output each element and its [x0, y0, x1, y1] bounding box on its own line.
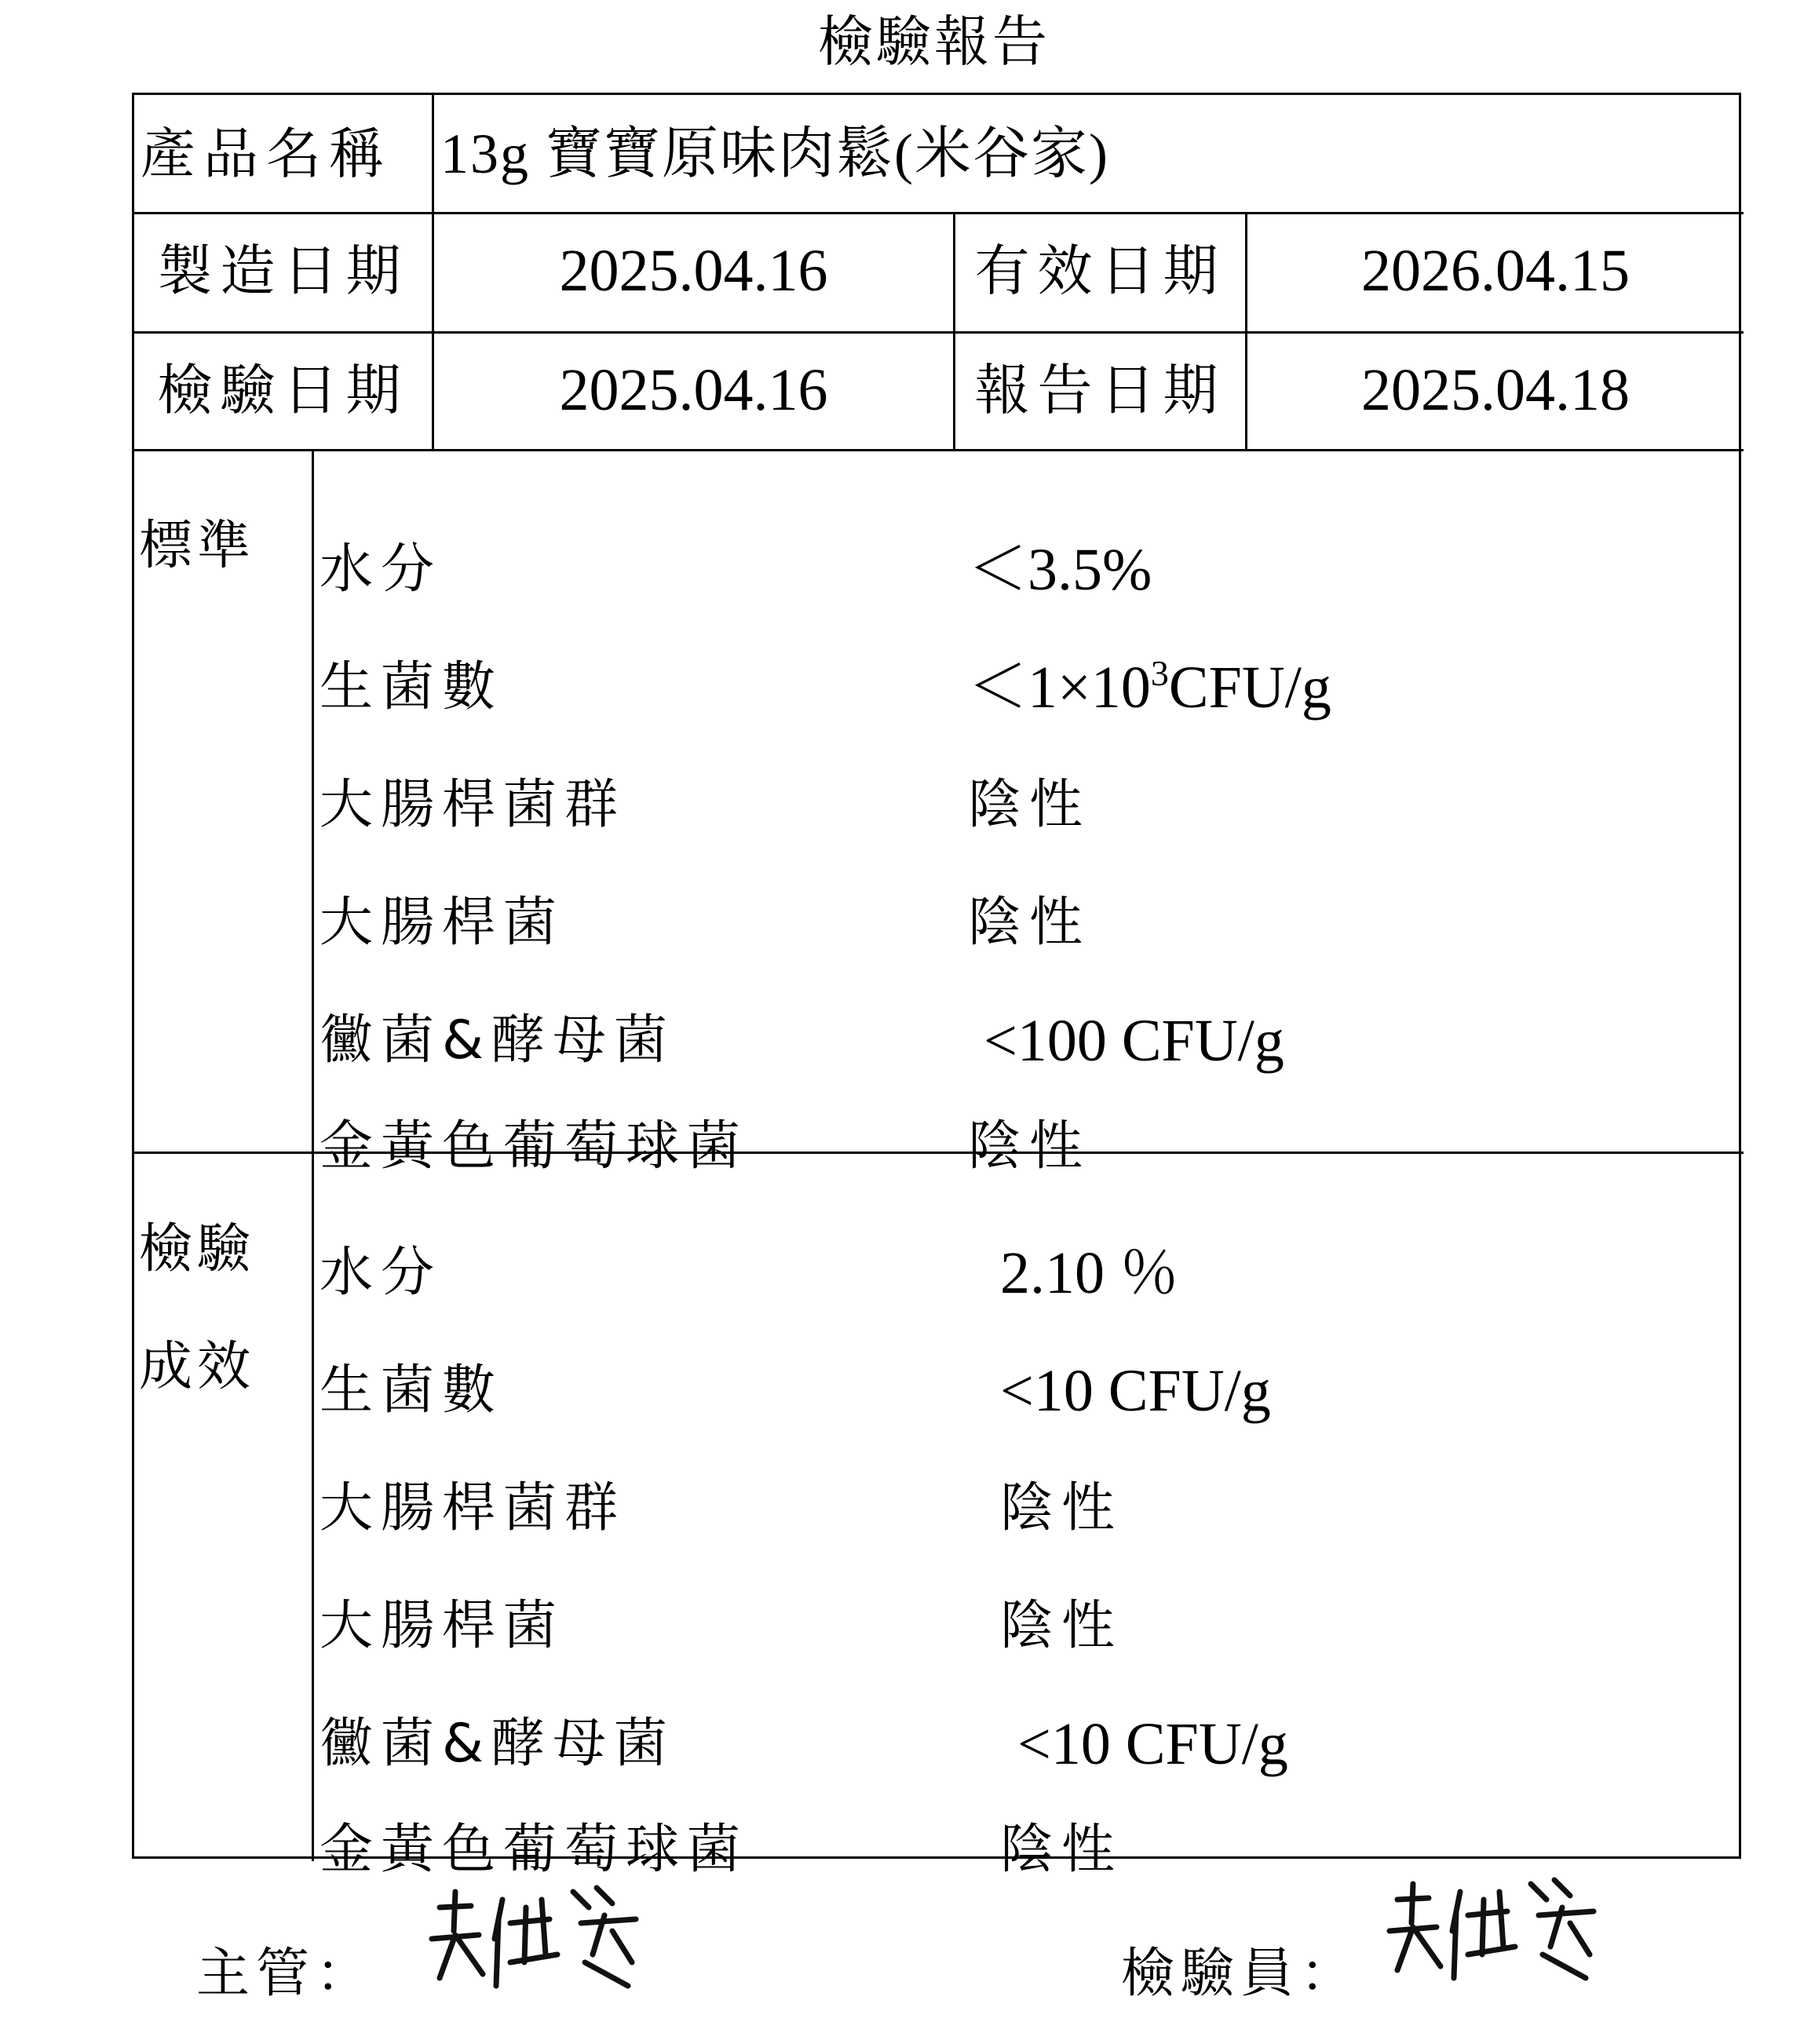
standard-item-value: <100 CFU/g — [984, 1008, 1284, 1074]
column-divider — [312, 449, 314, 1861]
standard-item-name: 生菌數 — [320, 656, 504, 718]
standard-item-value-exponent: 3 — [1150, 653, 1169, 693]
standard-item-value — [968, 629, 1331, 746]
inspection-date-label: 檢驗日期 — [157, 358, 409, 422]
result-item-name: 金黃色葡萄球菌 — [320, 1819, 749, 1881]
standard-item-value-suffix: CFU/g — [1168, 655, 1331, 721]
report-date-label: 報告日期 — [974, 358, 1226, 422]
standard-item-value: 陰性 — [968, 1115, 1091, 1177]
result-item-name: 生菌數 — [320, 1360, 504, 1422]
results-section-label-line1: 檢驗 — [139, 1218, 256, 1280]
result-item-value: 陰性 — [1000, 1595, 1123, 1657]
result-item-name: 黴菌&酵母菌 — [320, 1713, 676, 1775]
supervisor-signature — [424, 1876, 659, 1994]
result-item-value: 陰性 — [1000, 1477, 1123, 1539]
standard-item-value: 陰性 — [968, 774, 1091, 836]
manufacture-date-label: 製造日期 — [157, 239, 409, 303]
standard-item-name: 黴菌&酵母菌 — [320, 1009, 676, 1071]
expiry-date-label: 有效日期 — [974, 239, 1226, 303]
supervisor-label: 主管： — [196, 1943, 376, 2005]
standard-item-name: 金黃色葡萄球菌 — [320, 1115, 749, 1177]
standard-item-name: 大腸桿菌群 — [320, 774, 626, 836]
result-item-name: 大腸桿菌群 — [320, 1477, 626, 1539]
result-item-value: 陰性 — [1000, 1819, 1123, 1881]
inspector-label: 檢驗員： — [1121, 1943, 1360, 2005]
result-item-value: <10 CFU/g — [1017, 1711, 1288, 1777]
standard-item-name: 水分 — [320, 538, 443, 600]
standard-item-name: 大腸桿菌 — [320, 892, 565, 954]
row-divider — [134, 449, 1744, 451]
result-item-value: 2.10 ％ — [1000, 1240, 1179, 1306]
product-name-value: 13g 寶寶原味肉鬆(米谷家) — [440, 122, 1109, 185]
manufacture-date-value: 2025.04.16 — [559, 238, 828, 304]
inspection-date-value: 2025.04.16 — [559, 357, 828, 423]
standard-section-label: 標準 — [139, 515, 256, 577]
report-table — [132, 93, 1741, 1881]
expiry-date-value: 2026.04.15 — [1361, 238, 1630, 304]
standard-item-value: 陰性 — [968, 892, 1091, 954]
result-item-name: 大腸桿菌 — [320, 1595, 565, 1657]
report-date-value: 2025.04.18 — [1361, 357, 1630, 423]
result-item-value: <10 CFU/g — [1000, 1358, 1271, 1424]
document-title: 檢驗報告 — [818, 9, 1050, 74]
results-section-label-line2: 成效 — [139, 1336, 256, 1398]
product-name-label: 產品名稱 — [141, 122, 392, 186]
standard-item-value: ＜3.5% — [968, 537, 1152, 603]
inspector-signature — [1382, 1868, 1617, 1986]
standard-item-value-prefix: ＜1×10 — [968, 655, 1151, 721]
result-item-name: 水分 — [320, 1242, 443, 1304]
